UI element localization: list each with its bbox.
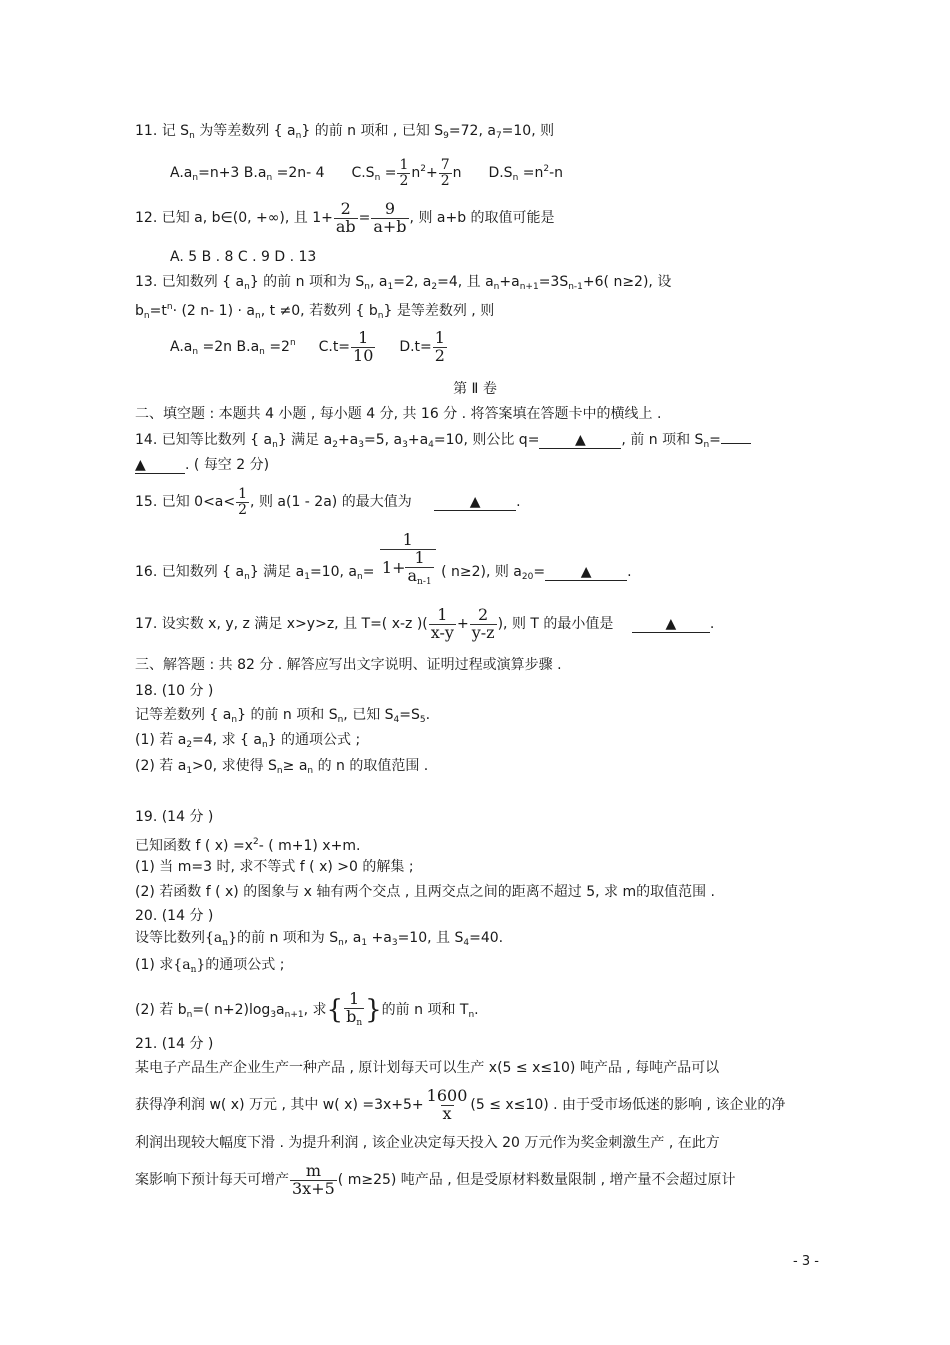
q20-line3: (2) 若 $b_n=$( $n+2)\log_3a_{n+1}$, 求{ $\frac{1}{b_n}$ }的前 n 项和 $T_n$. <box>135 989 479 1029</box>
section3-heading: 三、解答题 : 共 82 分 . 解答应写出文字说明、证明过程或演算步骤 . <box>135 657 562 673</box>
q13-line2: $b_n=t^n\cdot (2$ n- $1) \cdot a_n$, t ≠0, 若数列 { $b_n$} 是等差数列 , 则 <box>135 302 495 321</box>
q12-frac-2-ab: $\frac{2}{ab}$ <box>335 198 356 236</box>
q21-line1: 某电子产品生产企业生产一种产品 , 原计划每天可以生产 x(5 ≤ x≤10) 吨产品 , 每吨产品可以 <box>135 1060 720 1076</box>
q18-line1: 记等差数列 { $a_n$} 的前 n 项和 $S_n$, 已知 $S_4=S_5$. <box>135 707 431 725</box>
q16-continued-fraction: 1 1+ $\frac{1}{a_{n-1}}$ <box>380 532 436 587</box>
part2-title: 第 Ⅱ 卷 <box>453 381 497 397</box>
q12-stem: 12. 已知 a, b∈(0, +∞), 且 1+ $\frac{2}{ab}$ = $\frac{9}{a+b}$ , 则 a+b 的取值可能是 <box>135 198 555 236</box>
q11-options: $A.a_n=n+3$ $B.a_n =2n-$ 4 $C.S_n$ = $\frac{1}{2}$ $n^2+$ $\frac{7}{2}$ n $D.S_n =n^2-n$ <box>170 156 564 189</box>
q12-options: A. 5 B . 8 C . 9 D . 13 <box>170 249 317 265</box>
q19-line1: 已知函数 f ( $x) =x^2-$ ( m+1) x+m. <box>135 837 361 854</box>
q20-line1: 设等比数列$\{a_n\}$的前 n 项和为 $S_n$, $a_1 +a_3=10$, 且 $S_4=40$. <box>135 930 504 948</box>
q18-line3: (2) 若 $a_1>0$, 求使得 $S_n\ge a_n$ 的 n 的取值范围 . <box>135 758 429 776</box>
q19-line3: (2) 若函数 f ( x) 的图象与 x 轴有两个交点 , 且两交点之间的距离不超过 5, 求 m的取值范围 . <box>135 884 716 900</box>
q14-line2: ▲ . ( 每空 2 分) <box>135 457 270 473</box>
q15-blank[interactable] <box>434 494 516 511</box>
q17-frac-1-xy: $\frac{1}{x-y}$ <box>430 604 454 642</box>
q18-line2: (1) 若 $a_2=4$, 求 { $a_n$} 的通项公式 ; <box>135 732 361 750</box>
blank-triangle-icon: ▲ <box>665 616 677 632</box>
q18-score: 18. (10 分 ) <box>135 683 214 699</box>
page-number: - 3 - <box>793 1254 819 1269</box>
q17-frac-2-yz: $\frac{2}{y-z}$ <box>471 604 495 642</box>
blank-triangle-icon: ▲ <box>580 564 592 581</box>
q11-frac-half: $\frac{1}{2}$ <box>399 156 409 189</box>
q13-frac-1-2: $\frac{1}{2}$ <box>434 327 445 365</box>
q19-score: 19. (14 分 ) <box>135 809 214 825</box>
q13-line1: 13. 已知数列 { $a_n$} 的前 n 项和为 $S_n$, $a_1=2$, $a_2=4$, 且 $a_n+a_{n+1}=3S_{n-1}+6$( n≥2), 设 <box>135 274 672 292</box>
q20-seq-braces: $\{a_n\}$ <box>205 930 237 948</box>
q17-stem: 17. 设实数 x, y, z 满足 x>y>z, 且 T=( x-z )( $\frac{1}{x-y}$ + $\frac{2}{y-z}$ ), 则 T 的最小值是 ▲ . <box>135 604 715 642</box>
q21-score: 21. (14 分 ) <box>135 1036 214 1052</box>
q12-frac-9-apb: $\frac{9}{a+b}$ <box>373 198 407 236</box>
blank-triangle-icon: ▲ <box>469 494 481 510</box>
blank-triangle-icon: ▲ <box>135 457 146 473</box>
section2-heading: 二、填空题 : 本题共 4 小题 , 每小题 4 分, 共 16 分 . 将答案填在答题卡中的横线上 . <box>135 406 662 422</box>
q15-stem: 15. 已知 0<a< $\frac{1}{2}$ , 则 a(1 - 2a) 的最大值为 ▲ . <box>135 485 521 518</box>
q11-frac-seven-halves: $\frac{7}{2}$ <box>440 156 450 189</box>
q20-frac-1-bn: $\frac{1}{b_n}$ <box>346 989 363 1029</box>
q20-seq-braces-2: $\{a_n\}$ <box>173 957 206 975</box>
q20-line2: (1) 求$\{a_n\}$的通项公式 ; <box>135 957 285 975</box>
q21-frac-m-3x5: $\frac{m}{3x+5}$ <box>292 1160 335 1198</box>
q14-blank-sn[interactable] <box>721 443 751 444</box>
q20-score: 20. (14 分 ) <box>135 908 214 924</box>
q21-line3: 利润出现较大幅度下滑 . 为提升利润 , 该企业决定每天投入 20 万元作为奖金刺激生产 , 在此方 <box>135 1135 720 1151</box>
q15-frac-half: $\frac{1}{2}$ <box>238 485 248 518</box>
q21-line2: 获得净利润 w( x) 万元 , 其中 w( x) =3x+5+ $\frac{1600}{x}$ (5 ≤ x≤10) . 由于受市场低迷的影响 , 该企业的净 <box>135 1085 786 1123</box>
q13-frac-1-10: $\frac{1}{10}$ <box>353 327 374 365</box>
q16-blank[interactable] <box>545 564 627 581</box>
q21-line4: 案影响下预计每天可增产 $\frac{m}{3x+5}$ ( m≥25) 吨产品 , 但是受原材料数量限制 , 增产量不会超过原计 <box>135 1160 736 1198</box>
q13-options: $A.a_n =2n$ $B.a_n =2^n$ C.t= $\frac{1}{10}$ D.t= $\frac{1}{2}$ <box>170 327 445 365</box>
q17-blank[interactable] <box>632 616 710 633</box>
q11-stem: 11. 记 $S_n$ 为等差数列 { $a_n$} 的前 n 项和 , 已知 $S_9=72$, $a_7=10$, 则 <box>135 123 555 141</box>
q19-line2: (1) 当 m=3 时, 求不等式 f ( x) >0 的解集 ; <box>135 859 414 875</box>
q14-line1: 14. 已知等比数列 { $a_n$} 满足 $a_2+a_3=5$, $a_3+a_4=10$, 则公比 q= ▲ , 前 n 项和 $S_n=$ <box>135 431 751 454</box>
q21-frac-1600-x: $\frac{1600}{x}$ <box>426 1085 468 1123</box>
blank-triangle-icon: ▲ <box>575 432 586 448</box>
q14-blank-sn-cont[interactable] <box>135 457 185 474</box>
q14-blank-q[interactable] <box>539 432 621 449</box>
q16-stem: 16. 已知数列 { $a_n$} 满足 $a_1=10$, $a_n=$ 1 1+ $\frac{1}{a_{n-1}}$ ( n≥2), 则 $a_{20}=$ ▲ . <box>135 530 632 587</box>
